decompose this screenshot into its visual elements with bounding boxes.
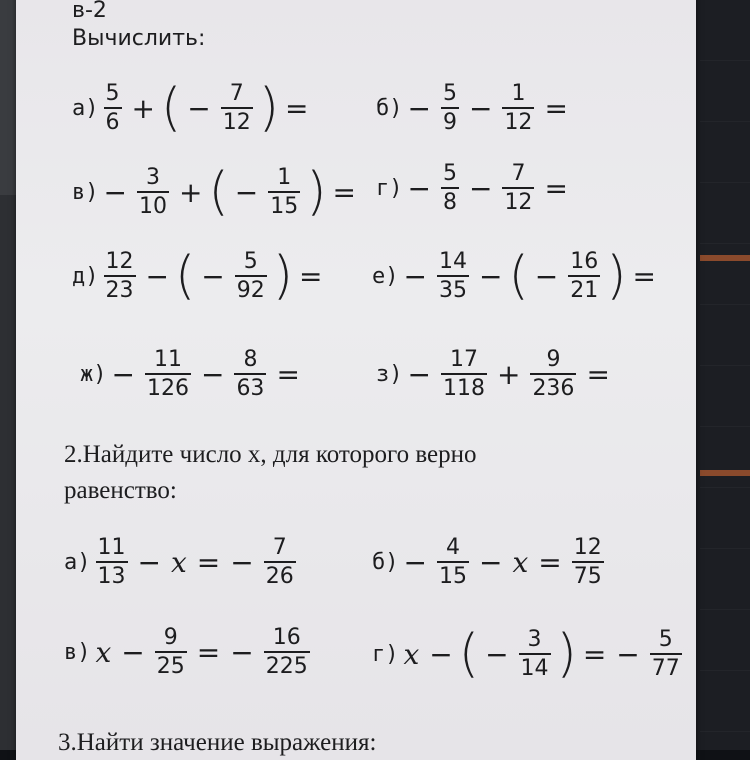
item-label: б) (376, 95, 403, 121)
task1-item-g (376, 162, 573, 214)
task2-item-v (64, 626, 315, 678)
task2-title-line1: 2.Найдите число x, для которого верно (64, 441, 477, 468)
right-background-stripe (700, 255, 750, 261)
fraction: $\frac{11}{13}$ (97, 535, 126, 590)
task1-item-a (72, 78, 314, 139)
fraction: $\frac{5}{6}$ (105, 81, 120, 136)
task1-item-e (372, 246, 661, 307)
task2-item-g (372, 624, 687, 685)
fraction: $\frac{3}{10}$ (138, 165, 167, 220)
fraction: $\frac{7}{12}$ (222, 81, 251, 136)
task2-item-a (64, 536, 301, 588)
task2-title-line2: равенство: (64, 477, 177, 504)
task1-item-zh (80, 348, 305, 400)
fraction: $\frac{12}{23}$ (105, 249, 134, 304)
expression: − $\frac{17}{118}$ + $\frac{9}{236}$ = (407, 347, 610, 402)
item-label: в) (72, 179, 99, 205)
fraction: $\frac{5}{77}$ (651, 627, 680, 682)
fraction: $\frac{3}{14}$ (520, 627, 549, 682)
fraction: $\frac{5}{8}$ (442, 161, 457, 216)
item-label: е) (372, 263, 399, 289)
expression: − $\frac{11}{126}$ − $\frac{8}{63}$ = (111, 347, 300, 402)
fraction: $\frac{4}{15}$ (438, 535, 467, 590)
item-label: а) (72, 95, 99, 121)
expression: x − $\frac{9}{25}$ = − $\frac{16}{225}$ (95, 625, 308, 680)
fraction: $\frac{5}{9}$ (442, 81, 457, 136)
fraction: $\frac{11}{126}$ (146, 347, 189, 402)
fraction: $\frac{16}{21}$ (570, 249, 599, 304)
item-label: з) (376, 361, 403, 387)
task3-title: 3.Найти значение выражения: (58, 729, 377, 756)
fraction: $\frac{1}{12}$ (504, 81, 533, 136)
fraction: $\frac{17}{118}$ (442, 347, 485, 402)
task1-item-b (376, 82, 573, 134)
fraction: $\frac{5}{92}$ (236, 249, 265, 304)
expression: x − ( − $\frac{3}{14}$ ) = − $\frac{5}{77}$ (403, 624, 680, 685)
fraction: $\frac{7}{12}$ (504, 161, 533, 216)
fraction: $\frac{9}{25}$ (156, 625, 185, 680)
right-background-stripe (700, 470, 750, 476)
expression: − $\frac{3}{10}$ + ( − $\frac{1}{15}$ ) = (103, 162, 356, 223)
expression: $\frac{5}{6}$ + ( − $\frac{7}{12}$ ) = (105, 78, 309, 139)
task1-item-d (72, 246, 328, 307)
expression: − $\frac{5}{8}$ − $\frac{7}{12}$ = (407, 161, 568, 216)
item-label: а) (64, 549, 91, 575)
fraction: $\frac{7}{26}$ (265, 535, 294, 590)
task1-item-v (72, 162, 361, 223)
item-label: г) (376, 175, 403, 201)
fraction: $\frac{9}{236}$ (532, 347, 575, 402)
right-background-board (700, 0, 750, 750)
fraction: $\frac{14}{35}$ (438, 249, 467, 304)
item-label: ж) (80, 361, 107, 387)
item-label: д) (72, 263, 99, 289)
fraction: $\frac{16}{225}$ (265, 625, 308, 680)
expression: − $\frac{5}{9}$ − $\frac{1}{12}$ = (407, 81, 568, 136)
variant-label: в-2 (72, 0, 107, 23)
expression: − $\frac{4}{15}$ − x = $\frac{12}{75}$ (403, 535, 602, 590)
task2-item-b (372, 536, 609, 588)
expression: $\frac{11}{13}$ − x = − $\frac{7}{26}$ (97, 535, 294, 590)
item-label: в) (64, 639, 91, 665)
item-label: б) (372, 549, 399, 575)
item-label: г) (372, 641, 399, 667)
expression: − $\frac{14}{35}$ − ( − $\frac{16}{21}$ ) = (403, 246, 656, 307)
fraction: $\frac{12}{75}$ (573, 535, 602, 590)
instruction-heading: Вычислить: (72, 26, 206, 51)
fraction: $\frac{1}{15}$ (270, 165, 299, 220)
fraction: $\frac{8}{63}$ (236, 347, 265, 402)
expression: $\frac{12}{23}$ − ( − $\frac{5}{92}$ ) = (105, 246, 323, 307)
task1-item-z (376, 348, 615, 400)
